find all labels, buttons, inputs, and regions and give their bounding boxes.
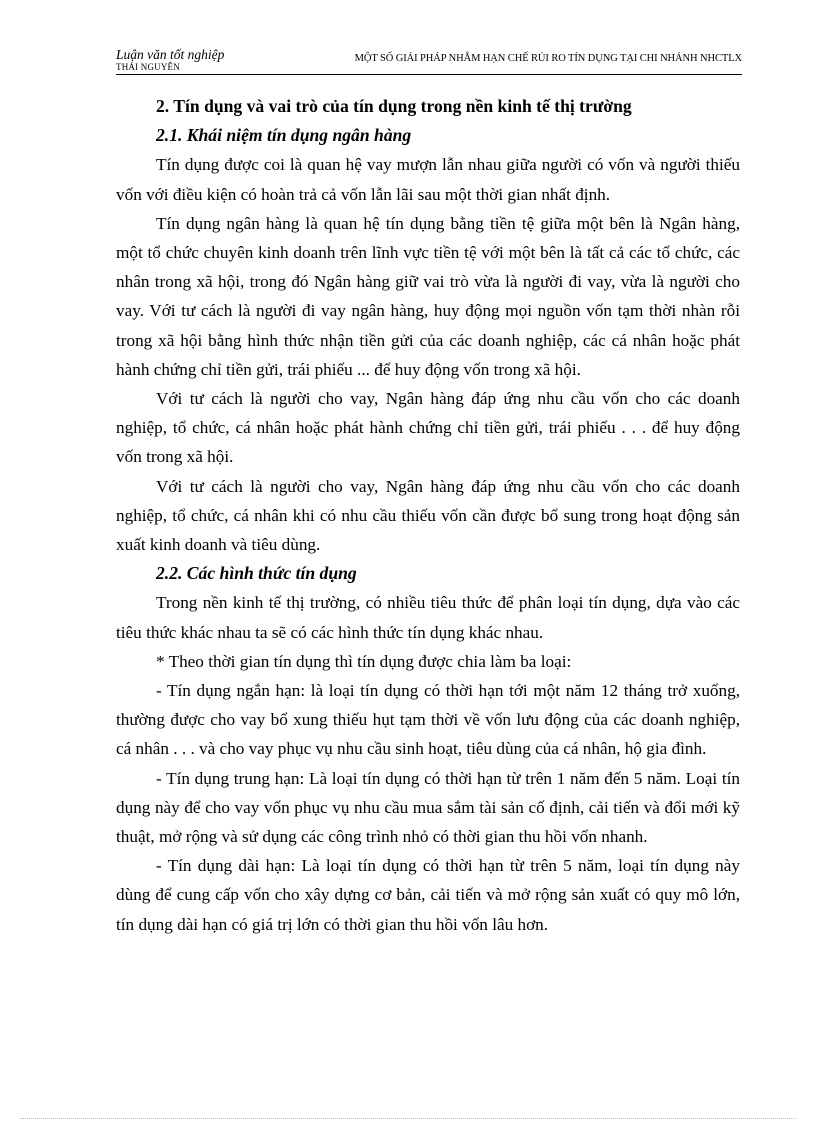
paragraph-9: - Tín dụng dài hạn: Là loại tín dụng có thời hạn từ trên 5 năm, loại tín dụng này dùng để cung cấp vốn cho xây dựng cơ bản, cải tiến và mở rộng sản xuất có quy mô lớn, tín dụng dài hạn có giá trị lớn có thời gian thu hồi vốn lâu hơn.	[116, 856, 740, 934]
paragraph-3: Với tư cách là người cho vay, Ngân hàng đáp ứng nhu cầu vốn cho các doanh nghiệp, tổ chức, cá nhân hoặc phát hành chứng chỉ tiền gửi, trái phiếu . . . để huy động vốn trong xã hội.	[116, 389, 740, 467]
paragraph-1: Tín dụng được coi là quan hệ vay mượn lẫn nhau giữa người có vốn và người thiếu vốn với điều kiện có hoàn trả cả vốn lẫn lãi sau một thời gian nhất định.	[116, 155, 740, 204]
paragraph-7: - Tín dụng ngắn hạn: là loại tín dụng có thời hạn tới một năm 12 tháng trở xuống, thường được cho vay bổ xung thiếu hụt tạm thời về vốn lưu động của các doanh nghiệp, cá nhân . . . và cho vay phục vụ nhu cầu sinh hoạt, tiêu dùng của cá nhân, hộ gia đình.	[116, 681, 740, 759]
header-left	[116, 48, 316, 72]
page-content	[116, 92, 740, 939]
header-divider	[116, 74, 742, 75]
subsection-title-2-2: 2.2. Các hình thức tín dụng	[156, 563, 357, 584]
page-bottom-divider	[20, 1118, 796, 1119]
subsection-title-2-1: 2.1. Khái niệm tín dụng ngân hàng	[156, 125, 412, 146]
paragraph-5: Trong nền kinh tế thị trường, có nhiều tiêu thức để phân loại tín dụng, dựa vào các tiêu thức khác nhau ta sẽ có các hình thức tín dụng khác nhau.	[116, 593, 740, 642]
paragraph-4: Với tư cách là người cho vay, Ngân hàng đáp ứng nhu cầu vốn cho các doanh nghiệp, tổ chức, cá nhân khi có nhu cầu thiếu vốn cần được bổ sung trong hoạt động sản xuất kinh doanh và tiêu dùng.	[116, 476, 740, 555]
section-title: 2. Tín dụng và vai trò của tín dụng trong nền kinh tế thị trường	[156, 96, 632, 116]
paragraph-8: - Tín dụng trung hạn: Là loại tín dụng có thời hạn từ trên 1 năm đến 5 năm. Loại tín dụng này để cho vay vốn phục vụ nhu cầu mua sắm tài sản cố định, cải tiến và đổi mới kỹ thuật, mở rộng và sử dụng các công trình nhỏ có thời gian thu hồi vốn nhanh.	[116, 768, 740, 847]
header-document-title: MỘT SỐ GIẢI PHÁP NHẰM HẠN CHẾ RỦI RO TÍN DỤNG TẠI CHI NHÁNH NHCTLX	[354, 53, 742, 64]
header-location: THÁI NGUYÊN	[116, 62, 180, 72]
header-thesis-label: Luận văn tốt nghiệp	[116, 47, 225, 62]
paragraph-6: * Theo thời gian tín dụng thì tín dụng được chia làm ba loại:	[156, 651, 572, 671]
paragraph-2: Tín dụng ngân hàng là quan hệ tín dụng bằng tiền tệ giữa một bên là Ngân hàng, một tổ chức chuyên kinh doanh trên lĩnh vực tiền tệ với một bên là tất cả các tổ chức, các nhân trong xã hội, trong đó Ngân hàng giữ vai trò vừa là người đi vay, vừa là người cho vay. Với tư cách là người đi vay ngân hàng, huy động mọi nguồn vốn tạm thời nhàn rỗi trong xã hội bằng hình thức nhận tiền gửi của các doanh nghiệp, các cá nhân hoặc phát hành chứng chỉ tiền gửi, trái phiếu ... để huy động vốn trong xã hội.	[116, 213, 740, 379]
